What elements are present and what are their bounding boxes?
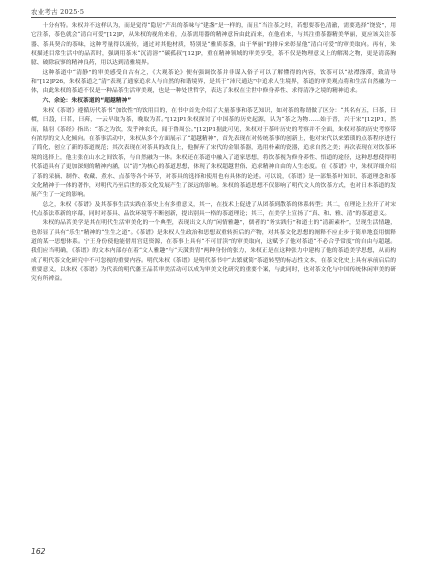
header-rule [31,17,396,18]
running-head: 农业考古 2025·5 [31,8,85,16]
paragraph: 朱权《茶谱》遵循历代茶书“加饮性”的饮用目的，在书中首先介绍了大量茶事和茶艺知识，如对茶的称谓做了区分：“其名有五，曰茶，曰檟，曰蔎，曰茗，曰荈，一云早取为茶，晚取为茗。”[12]P1朱权探讨了中国茶的历史起源，认为“茶之为物……始于晋，兴于宋”[12]P1，然而，陆羽《茶经》指出：“茶之为饮，发乎神农氏，闻于鲁周公。”[12]P1据此可见，朱权对于茶叶历史的考察并不全面，朱权对茶的历史考察带有浓厚的文人化倾向。在茶事活动中，朱权从多个方面展示了“超越精神”，首先表现在对传统茶事的创新上，他对宋代以来繁琐的点茶程序进行了简化，创立了新的茶道规范；其次表现在对茶具的改良上，他摒弃了宋代的金银茶器，选用朴素的瓷器，追求自然之美；再次表现在对饮茶环境的选择上，他主张在山水之间饮茶，与自然融为一体。朱权还在茶道中融入了道家思想，将饮茶视为修身养性、悟道的途径，这种思想使得明代茶道具有了更加深刻的精神内涵，以“清”为核心的茶道思想，体现了朱权超越世俗、追求精神自由的人生态度。在《茶谱》中，朱权详细介绍了茶的采摘、制作、收藏、煮水、点茶等各个环节，对茶具的选择和使用也有具体的论述。可以说，《茶谱》是一部集茶叶知识、茶道理念和茶文化精神于一体的著作，对明代乃至后世的茶文化发展产生了深远的影响。朱权的茶道思想不仅影响了明代文人的饮茶方式，也对日本茶道的发展产生了一定的影响。 [31,108,396,199]
page-number: 162 [31,547,46,556]
section-heading: 六、余论：朱权茶道的“超越精神” [42,98,132,105]
paragraph: 十分有特。朱权并不这样认为，而是觉得“隐居”产出的茶味与“建盏”是一样的，而且“当注茶之时，若想要茶色清澈，需要选择“饶瓷”，用它注茶，茶色就会“清白可爱”[12]P，从朱权的视角来看，点茶需用器的精神意旨由此而来，在他看来，与其注重茶器精美华丽，更应该关注茶器、茶具契合的茶味，这种考量得以流传，通过对其他材质，特别是“雅质茶盏，由于华丽”的排斥来彰显他“清白可爱”的审美取向。再有，朱权描述目常生活中的品茗时，强调用茶末“沉清溶”“碳孤叔”[12]P，重在精神领域的审美享受，茶不仅是物理意义上的解渴之物，更是清荡胸臆、破除寂寥的精神良药，用以达到清雅境界。 [31,23,396,67]
paragraph: 总之，朱权《茶谱》及其茶事生活实践在茶史上有多重意义，其一，在技术上促进了从团茶到散茶的体系转型；其二，在理论上拉开了对宋代点茶法革新的序幕，同时对茶具、品饮环境等不断创新，提出别具一格的茶道理论；其三，在美学上宣扬了“真、和、雅、清”的茶道意义。 [31,201,396,217]
article-body [31,22,396,285]
paragraph: 这种茶道中“清静”的审美感受自古有之，《大观茶论》便有强调饮茶并非谋入俗子可以了解懂得的内容，饮茶可以“祛襟涤滞，致清导和”[12]P26，朱权茶道之“清”表现了通家追求人与自然的和谐境界，是其于“沛尺通达”中追求人生境界，茶道的审美观点将和生活自然融为一体，由此朱权的茶道不仅是一种品茶生活审美观，也是一种处世哲学，表达了朱权在尘世中修身养性、求得清净之境的精神追求。 [31,69,396,95]
paragraph: 朱权的品茗美学是其在明代生活审美化的一个典型，表现出文人的“闲情雅趣”，儒者的“务实践行”和道士的“清新素朴”，呈现生活情趣，也彰显了具有“乐生”精神的“生生之道”。《茶谱》是朱权人生政治和思想双重转折后的产物，对其茶文化思想的阐释不应止步于简单地套用儒释道的某一思想体系。宁王身份使他能借用宫廷资源，在茶事上具有“不可冒渎”的审美取向，这赋予了他对茶道“不必合乎常度”的自由与超越。我们应当明确，《茶谱》的文本内部存在着“文人雅趣”与“天潢贵胄”两种身份的张力，朱权正是在这种张力中建构了他的茶道美学思想，从而构成了明代茶文化研究中不可忽视的重要内容。明代朱权《茶谱》是明代茶书中“去繁就简”茶道转型的标志性文本，在茶文化史上具有承前启后的重要意义，以朱权《茶谱》为代表的明代藩王品茗审美活动可以成为审美文化研究的重要个案，与此同时，也对茶文化与中国传统休闲审美的研究有所裨益。 [31,220,396,283]
